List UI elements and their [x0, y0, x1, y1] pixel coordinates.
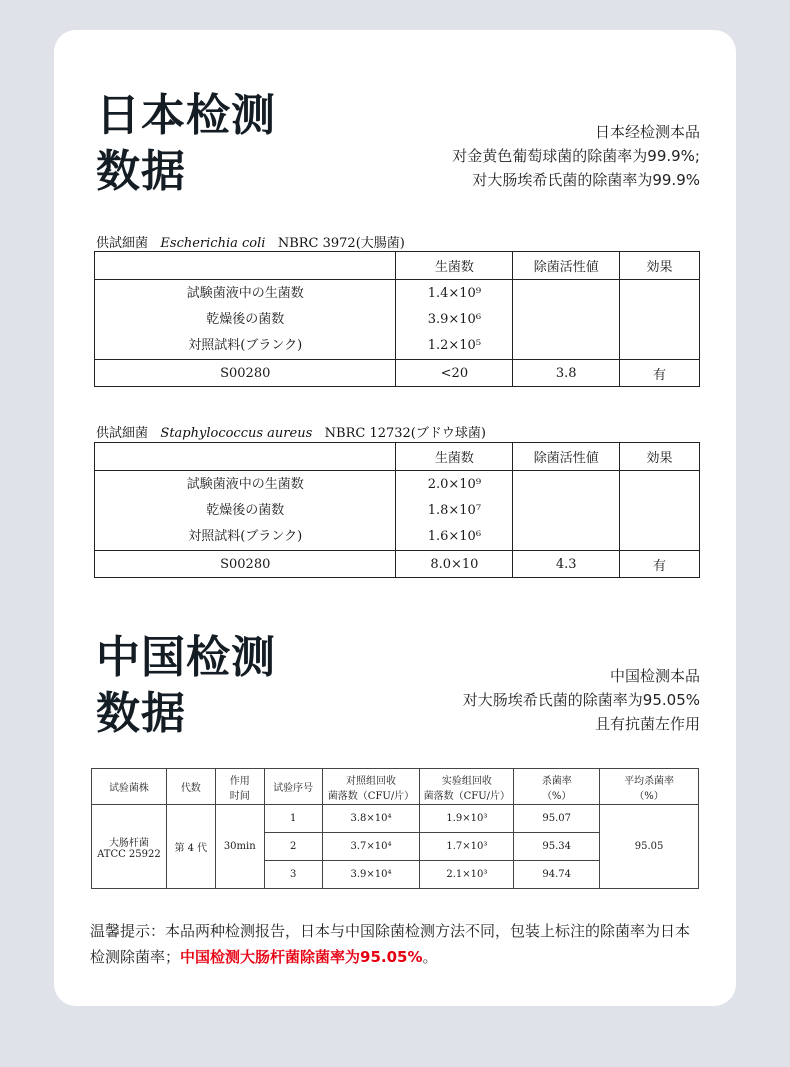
header-count: 生菌数 — [396, 443, 513, 471]
sample-row — [95, 551, 700, 578]
test-cell: 1.9×10³ — [420, 805, 514, 833]
header-time — [215, 769, 264, 805]
strain-cell — [92, 805, 167, 889]
tip-end: 。 — [422, 948, 438, 966]
sample-count: <20 — [396, 360, 513, 387]
table1-caption-suffix: NBRC 3972(大腸菌) — [277, 236, 405, 251]
count-value: 1.2×10⁵ — [427, 337, 482, 353]
table2-caption-suffix: NBRC 12732(ブドウ球菌) — [324, 426, 486, 441]
content-card — [54, 30, 736, 1006]
japan-note-line2: 对金黄色葡萄球菌的除菌率为99.9%; — [452, 147, 700, 165]
china-note — [463, 664, 700, 736]
header-test-line2: 菌落数（CFU/片） — [423, 790, 511, 802]
sample-effect: 有 — [620, 360, 700, 387]
count-cell — [396, 471, 513, 551]
item-label: 乾燥後の菌数 — [206, 311, 285, 327]
china-note-line3: 且有抗菌左作用 — [594, 715, 700, 733]
header-avg-line2: （%） — [634, 790, 664, 802]
activity-empty-cell — [513, 280, 620, 360]
table-header-row — [95, 443, 700, 471]
item-label: 乾燥後の菌数 — [206, 502, 285, 518]
header-test — [420, 769, 514, 805]
japan-title — [96, 88, 276, 200]
table1-caption — [96, 232, 405, 251]
item-label: 試験菌液中の生菌数 — [186, 476, 304, 492]
header-control-line2: 菌落数（CFU/片） — [327, 790, 415, 802]
china-title-line2: 数据 — [96, 688, 186, 739]
sample-row — [95, 360, 700, 387]
tip-normal: 温馨提示：本品两种检测报告，日本与中国除菌检测方法不同，包装上标注的除菌率为日本检测除菌率； — [90, 922, 691, 966]
item-cell — [95, 471, 396, 551]
table1-caption-species: Escherichia coli — [160, 236, 266, 251]
control-cell: 3.9×10⁴ — [322, 861, 420, 889]
kill-cell: 95.07 — [514, 805, 600, 833]
china-header-row — [92, 769, 699, 805]
header-seq: 试验序号 — [264, 769, 322, 805]
kill-cell: 95.34 — [514, 833, 600, 861]
effect-empty-cell — [620, 471, 700, 551]
china-note-line2: 对大肠埃希氏菌的除菌率为95.05% — [462, 691, 700, 709]
header-control-line1: 对照组回收 — [346, 775, 396, 787]
header-kill — [514, 769, 600, 805]
effect-empty-cell — [620, 280, 700, 360]
sample-effect: 有 — [620, 551, 700, 578]
activity-empty-cell — [513, 471, 620, 551]
header-count: 生菌数 — [396, 252, 513, 280]
japan-note-line3: 对大肠埃希氏菌的除菌率为99.9% — [472, 171, 700, 189]
china-table — [91, 768, 699, 889]
test-cell: 1.7×10³ — [420, 833, 514, 861]
count-value: 1.6×10⁶ — [427, 528, 482, 544]
table-row — [92, 805, 699, 833]
table-data-row — [95, 471, 700, 551]
header-blank — [95, 443, 396, 471]
count-value: 2.0×10⁹ — [427, 476, 482, 492]
header-effect: 効果 — [620, 252, 700, 280]
average-cell: 95.05 — [600, 805, 699, 889]
strain-line2: ATCC 25922 — [97, 848, 161, 860]
header-generation: 代数 — [166, 769, 215, 805]
header-test-line1: 实验组回收 — [441, 775, 492, 787]
control-cell: 3.8×10⁴ — [322, 805, 420, 833]
seq-cell: 2 — [264, 833, 322, 861]
item-label: 試験菌液中の生菌数 — [186, 285, 304, 301]
china-title-line1: 中国检测 — [96, 632, 276, 683]
seq-cell: 1 — [264, 805, 322, 833]
table2-caption-prefix: 供試細菌 — [96, 426, 149, 441]
header-activity: 除菌活性値 — [513, 443, 620, 471]
count-cell — [396, 280, 513, 360]
table2-caption-species: Staphylococcus aureus — [160, 426, 313, 441]
header-kill-line1: 杀菌率 — [541, 775, 572, 787]
count-value: 3.9×10⁶ — [427, 311, 482, 327]
table-data-row — [95, 280, 700, 360]
item-label: 対照試料(ブランク) — [188, 528, 303, 544]
item-cell — [95, 280, 396, 360]
count-value: 1.4×10⁹ — [427, 285, 482, 301]
strain-line1: 大肠杆菌 — [108, 837, 149, 849]
table-header-row — [95, 252, 700, 280]
sample-activity: 3.8 — [513, 360, 620, 387]
china-note-line1: 中国检测本品 — [609, 667, 700, 685]
generation-cell: 第 4 代 — [166, 805, 215, 889]
japan-note-line1: 日本经检测本品 — [594, 123, 700, 141]
sample-name: S00280 — [95, 360, 396, 387]
japan-note — [452, 120, 700, 192]
china-title — [96, 630, 276, 742]
tip-highlight: 中国检测大肠杆菌除菌率为95.05% — [180, 948, 423, 966]
japan-title-line2: 数据 — [96, 146, 186, 197]
header-time-line2: 时间 — [229, 790, 250, 802]
table1-caption-prefix: 供試細菌 — [96, 236, 149, 251]
table2-caption — [96, 422, 486, 441]
sample-name: S00280 — [95, 551, 396, 578]
header-avg — [600, 769, 699, 805]
header-avg-line1: 平均杀菌率 — [624, 775, 675, 787]
kill-cell: 94.74 — [514, 861, 600, 889]
seq-cell: 3 — [264, 861, 322, 889]
header-time-line1: 作用 — [229, 775, 250, 787]
sample-count: 8.0×10 — [396, 551, 513, 578]
header-kill-line2: （%） — [541, 790, 572, 802]
japan-table-ecoli — [94, 251, 700, 387]
header-blank — [95, 252, 396, 280]
header-control — [322, 769, 420, 805]
header-activity: 除菌活性値 — [513, 252, 620, 280]
tip-text — [90, 918, 702, 970]
header-strain: 试验菌株 — [92, 769, 167, 805]
japan-table-saureus — [94, 442, 700, 578]
control-cell: 3.7×10⁴ — [322, 833, 420, 861]
header-effect: 効果 — [620, 443, 700, 471]
time-cell: 30min — [215, 805, 264, 889]
count-value: 1.8×10⁷ — [427, 502, 482, 518]
sample-activity: 4.3 — [513, 551, 620, 578]
test-cell: 2.1×10³ — [420, 861, 514, 889]
japan-title-line1: 日本检测 — [96, 90, 276, 141]
item-label: 対照試料(ブランク) — [188, 337, 303, 353]
